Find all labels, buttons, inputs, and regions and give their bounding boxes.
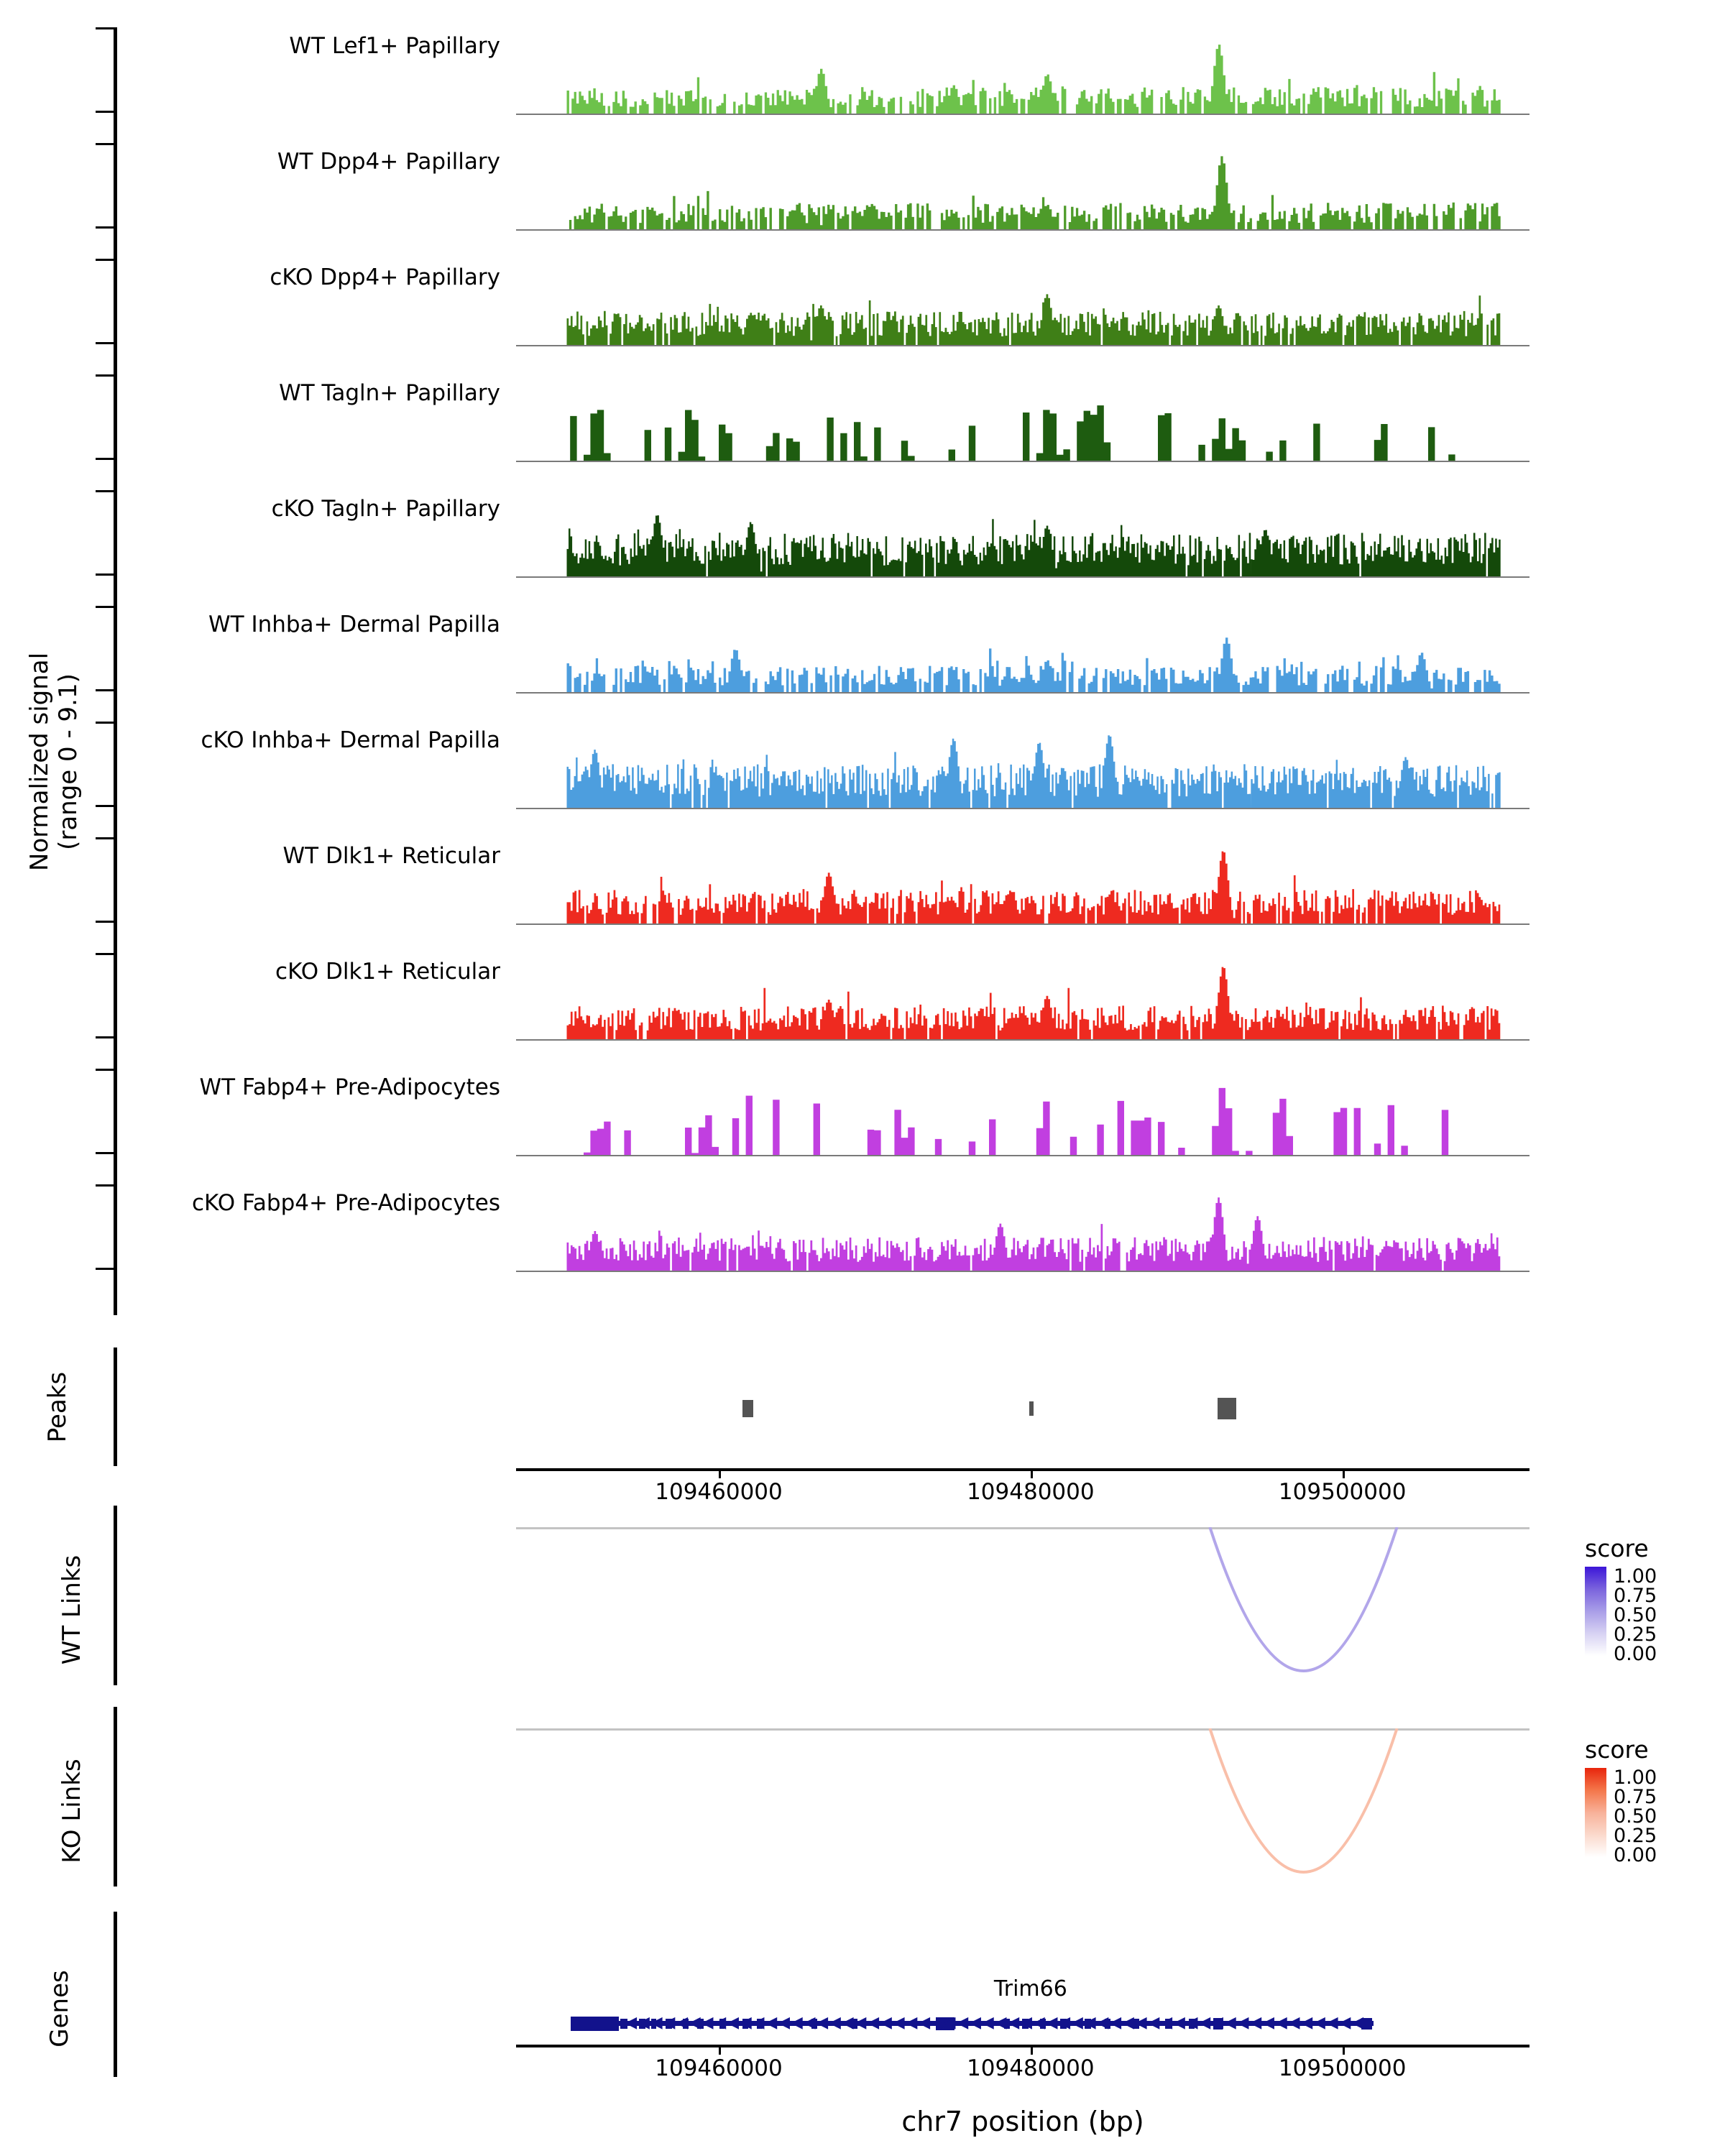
signal-track	[516, 963, 1530, 1041]
signal-axis-tick	[96, 573, 117, 576]
gene-strand-arrow-icon: ◀	[1198, 2014, 1211, 2032]
genomic-axis-tick-label: 109500000	[1278, 1479, 1407, 1505]
gene-strand-arrow-icon: ◀	[739, 2014, 752, 2032]
gene-strand-arrow-icon: ◀	[1160, 2014, 1173, 2032]
track-label: WT Tagln+ Papillary	[279, 380, 500, 406]
signal-track-canvas	[516, 269, 1530, 346]
gene-strand-arrow-icon: ◀	[790, 2014, 803, 2032]
genomic-axis-tick-label: 109480000	[967, 2055, 1095, 2081]
signal-track	[516, 384, 1530, 462]
ko-legend-tick-1: 0.75	[1614, 1786, 1657, 1808]
signal-track	[516, 732, 1530, 809]
gene-strand-arrow-icon: ◀	[625, 2014, 638, 2032]
gene-strand-arrow-icon: ◀	[1287, 2014, 1300, 2032]
genomic-axis-tick	[719, 2047, 721, 2055]
peaks-axis-spine	[114, 1348, 117, 1466]
track-label: WT Dpp4+ Papillary	[277, 149, 500, 175]
gene-strand-arrow-icon: ◀	[1058, 2014, 1071, 2032]
genomic-axis-line	[516, 1468, 1530, 1471]
signal-track	[516, 153, 1530, 231]
gene-strand-arrow-icon: ◀	[1172, 2014, 1185, 2032]
signal-track	[516, 616, 1530, 694]
track-baseline	[516, 114, 1530, 115]
signal-track	[516, 1194, 1530, 1272]
gene-strand-arrow-icon: ◀	[1045, 2014, 1058, 2032]
peaks-label-text: Peaks	[43, 1371, 72, 1443]
genomic-axis-tick-label: 109500000	[1278, 2055, 1407, 2081]
signal-axis-tick	[96, 1036, 117, 1038]
gene-strand-arrow-icon: ◀	[688, 2014, 701, 2032]
gene-strand-arrow-icon: ◀	[752, 2014, 765, 2032]
gene-strand-arrow-icon: ◀	[930, 2014, 943, 2032]
gene-strand-arrow-icon: ◀	[879, 2014, 892, 2032]
gene-strand-arrow-icon: ◀	[1236, 2014, 1249, 2032]
gene-strand-arrow-icon: ◀	[892, 2014, 905, 2032]
gene-strand-arrow-icon: ◀	[943, 2014, 956, 2032]
wt-legend-tick-3: 0.25	[1614, 1623, 1657, 1646]
wt-score-colorbar	[1585, 1567, 1606, 1656]
wt-score-legend-ticks	[1614, 1565, 1657, 1665]
gene-strand-arrow-icon: ◀	[1211, 2014, 1224, 2032]
signal-axis-tick	[96, 1268, 117, 1270]
signal-axis-tick	[96, 111, 117, 113]
signal-track-canvas	[516, 500, 1530, 578]
track-baseline	[516, 692, 1530, 694]
signal-track-canvas	[516, 153, 1530, 231]
gene-strand-arrow-icon: ◀	[778, 2014, 791, 2032]
signal-axis-tick	[96, 27, 117, 29]
track-baseline	[516, 576, 1530, 578]
signal-track-canvas	[516, 963, 1530, 1041]
track-label: WT Inhba+ Dermal Papilla	[208, 612, 500, 637]
genomic-axis-tick-label: 109480000	[967, 1479, 1095, 1505]
signal-track-canvas	[516, 384, 1530, 462]
gene-strand-arrow-icon: ◀	[1300, 2014, 1313, 2032]
gene-strand-arrow-icon: ◀	[1274, 2014, 1287, 2032]
gene-strand-arrow-icon: ◀	[1313, 2014, 1325, 2032]
signal-axis-tick	[96, 143, 117, 145]
genomic-axis-tick	[719, 1471, 721, 1478]
genes-panel-label	[45, 1919, 74, 2099]
gene-strand-arrow-icon: ◀	[765, 2014, 778, 2032]
genes-axis-spine	[114, 1912, 117, 2077]
wt-legend-tick-1: 0.75	[1614, 1585, 1657, 1607]
gene-strand-arrow-icon: ◀	[969, 2014, 982, 2032]
signal-axis-tick	[96, 1069, 117, 1071]
ko-links-label-text: KO Links	[58, 1759, 86, 1864]
gene-strand-arrow-icon: ◀	[956, 2014, 969, 2032]
track-label: cKO Tagln+ Papillary	[271, 496, 500, 522]
gene-strand-arrow-icon: ◀	[905, 2014, 918, 2032]
peak-marker	[1029, 1401, 1034, 1416]
signal-axis-tick	[96, 837, 117, 839]
peak-marker	[742, 1400, 753, 1417]
gene-strand-arrow-icon: ◀	[727, 2014, 740, 2032]
gene-strand-arrow-icon: ◀	[918, 2014, 931, 2032]
gene-strand-arrow-icon: ◀	[650, 2014, 663, 2032]
y-axis-title-line1: Normalized signal	[25, 652, 54, 872]
signal-track	[516, 1079, 1530, 1156]
link-arc-path	[1210, 1728, 1397, 1872]
gene-strand-arrow-icon: ◀	[663, 2014, 676, 2032]
wt-score-legend	[1585, 1534, 1657, 1665]
gene-strand-arrow-icon: ◀	[1325, 2014, 1338, 2032]
track-baseline	[516, 1039, 1530, 1041]
wt-links-axis-spine	[114, 1506, 117, 1685]
track-baseline	[516, 1271, 1530, 1272]
gene-label: Trim66	[993, 1976, 1067, 2001]
track-label: cKO Dlk1+ Reticular	[275, 959, 500, 985]
signal-track-canvas	[516, 616, 1530, 694]
signal-axis-tick	[96, 1152, 117, 1154]
gene-strand-arrow-icon: ◀	[1134, 2014, 1147, 2032]
gene-strand-arrow-icon: ◀	[1351, 2014, 1364, 2032]
signal-track-canvas	[516, 1194, 1530, 1272]
gene-strand-arrow-icon: ◀	[1223, 2014, 1236, 2032]
track-baseline	[516, 229, 1530, 231]
gene-strand-arrow-icon: ◀	[676, 2014, 689, 2032]
track-baseline	[516, 808, 1530, 809]
signal-axis-tick	[96, 490, 117, 492]
signal-axis-tick	[96, 722, 117, 724]
gene-strand-arrow-icon: ◀	[803, 2014, 816, 2032]
gene-strand-arrow-icon: ◀	[1338, 2014, 1351, 2032]
genomic-axis-tick-label: 109460000	[655, 2055, 783, 2081]
gene-strand-arrow-icon: ◀	[1185, 2014, 1198, 2032]
ko-links-panel-label	[58, 1700, 86, 1922]
ko-legend-tick-2: 0.50	[1614, 1805, 1657, 1828]
wt-score-legend-title: score	[1585, 1534, 1649, 1562]
signal-axis-tick	[96, 921, 117, 923]
gene-strand-arrow-icon: ◀	[841, 2014, 854, 2032]
wt-links-label-text: WT Links	[58, 1554, 86, 1665]
gene-strand-arrow-icon: ◀	[816, 2014, 829, 2032]
y-axis-title	[25, 510, 83, 1013]
track-label: WT Lef1+ Papillary	[289, 33, 500, 59]
wt-legend-tick-4: 0.00	[1614, 1643, 1657, 1665]
signal-axis-tick	[96, 374, 117, 377]
genes-label-text: Genes	[45, 1970, 74, 2047]
signal-axis-tick	[96, 259, 117, 261]
signal-axis-tick	[96, 1184, 117, 1187]
link-arc-path	[1210, 1527, 1397, 1671]
ko-legend-tick-4: 0.00	[1614, 1844, 1657, 1866]
signal-axis-spine	[114, 29, 117, 1315]
ko-score-legend-title: score	[1585, 1736, 1649, 1764]
wt-links-panel-label	[58, 1498, 86, 1721]
genomic-axis-line	[516, 2045, 1530, 2047]
wt-legend-tick-2: 0.50	[1614, 1604, 1657, 1626]
ko-links-axis-spine	[114, 1707, 117, 1886]
track-label: cKO Inhba+ Dermal Papilla	[201, 727, 500, 753]
signal-axis-tick	[96, 458, 117, 460]
ko-legend-tick-3: 0.25	[1614, 1825, 1657, 1847]
gene-strand-arrow-icon: ◀	[854, 2014, 867, 2032]
gene-strand-arrow-icon: ◀	[1032, 2014, 1045, 2032]
track-label: cKO Fabp4+ Pre-Adipocytes	[192, 1190, 500, 1216]
gene-strand-arrow-icon: ◀	[981, 2014, 994, 2032]
signal-track	[516, 269, 1530, 346]
track-baseline	[516, 345, 1530, 346]
y-axis-title-line2: (range 0 - 9.1)	[54, 673, 83, 850]
signal-axis-tick	[96, 689, 117, 691]
gene-strand-arrow-icon: ◀	[1249, 2014, 1262, 2032]
gene-strand-arrow-icon: ◀	[867, 2014, 880, 2032]
gene-strand-arrow-icon: ◀	[637, 2014, 650, 2032]
peak-marker	[1218, 1398, 1236, 1419]
gene-strand-arrow-icon: ◀	[829, 2014, 841, 2032]
gene-exon	[571, 2017, 619, 2031]
genomic-axis-tick	[1031, 1471, 1033, 1478]
gene-strand-arrow-icon: ◀	[714, 2014, 727, 2032]
gene-strand-arrow-icon: ◀	[1147, 2014, 1160, 2032]
gene-strand-arrow-icon: ◀	[1071, 2014, 1083, 2032]
gene-strand-arrow-icon: ◀	[1121, 2014, 1134, 2032]
gene-strand-arrow-icon: ◀	[1109, 2014, 1122, 2032]
signal-track-canvas	[516, 847, 1530, 925]
ko-score-colorbar	[1585, 1768, 1606, 1857]
gene-strand-arrow-icon: ◀	[994, 2014, 1007, 2032]
genomic-axis-tick-label: 109460000	[655, 1479, 783, 1505]
signal-track	[516, 37, 1530, 115]
genomic-axis-tick	[1343, 2047, 1345, 2055]
gene-strand-arrow-icon: ◀	[1020, 2014, 1033, 2032]
signal-track	[516, 847, 1530, 925]
track-label: WT Dlk1+ Reticular	[282, 843, 500, 869]
wt-link-arc	[516, 1527, 1530, 1685]
track-label: cKO Dpp4+ Papillary	[270, 264, 500, 290]
signal-track-canvas	[516, 37, 1530, 115]
signal-axis-tick	[96, 342, 117, 344]
gene-strand-arrow-icon: ◀	[1096, 2014, 1109, 2032]
ko-score-legend	[1585, 1736, 1657, 1866]
gene-strand-arrow-icon: ◀	[701, 2014, 714, 2032]
x-axis-title-text: chr7 position (bp)	[901, 2106, 1144, 2137]
ko-score-legend-ticks	[1614, 1766, 1657, 1866]
gene-strand-arrow-icon: ◀	[1007, 2014, 1020, 2032]
peaks-panel-label	[43, 1325, 72, 1490]
signal-axis-tick	[96, 953, 117, 955]
signal-track-canvas	[516, 1079, 1530, 1156]
gene-strand-arrow-icon: ◀	[1262, 2014, 1275, 2032]
signal-axis-tick	[96, 226, 117, 229]
track-baseline	[516, 461, 1530, 462]
ko-legend-tick-0: 1.00	[1614, 1766, 1657, 1789]
x-axis-title	[901, 2106, 1144, 2137]
signal-axis-tick	[96, 805, 117, 807]
ko-link-arc	[516, 1728, 1530, 1886]
genomic-axis-tick	[1343, 1471, 1345, 1478]
track-baseline	[516, 923, 1530, 925]
signal-track	[516, 500, 1530, 578]
signal-track-canvas	[516, 732, 1530, 809]
wt-legend-tick-0: 1.00	[1614, 1565, 1657, 1588]
track-baseline	[516, 1155, 1530, 1156]
genomic-axis-tick	[1031, 2047, 1033, 2055]
track-label: WT Fabp4+ Pre-Adipocytes	[199, 1074, 500, 1100]
signal-axis-tick	[96, 606, 117, 608]
gene-strand-arrow-icon: ◀	[1083, 2014, 1096, 2032]
